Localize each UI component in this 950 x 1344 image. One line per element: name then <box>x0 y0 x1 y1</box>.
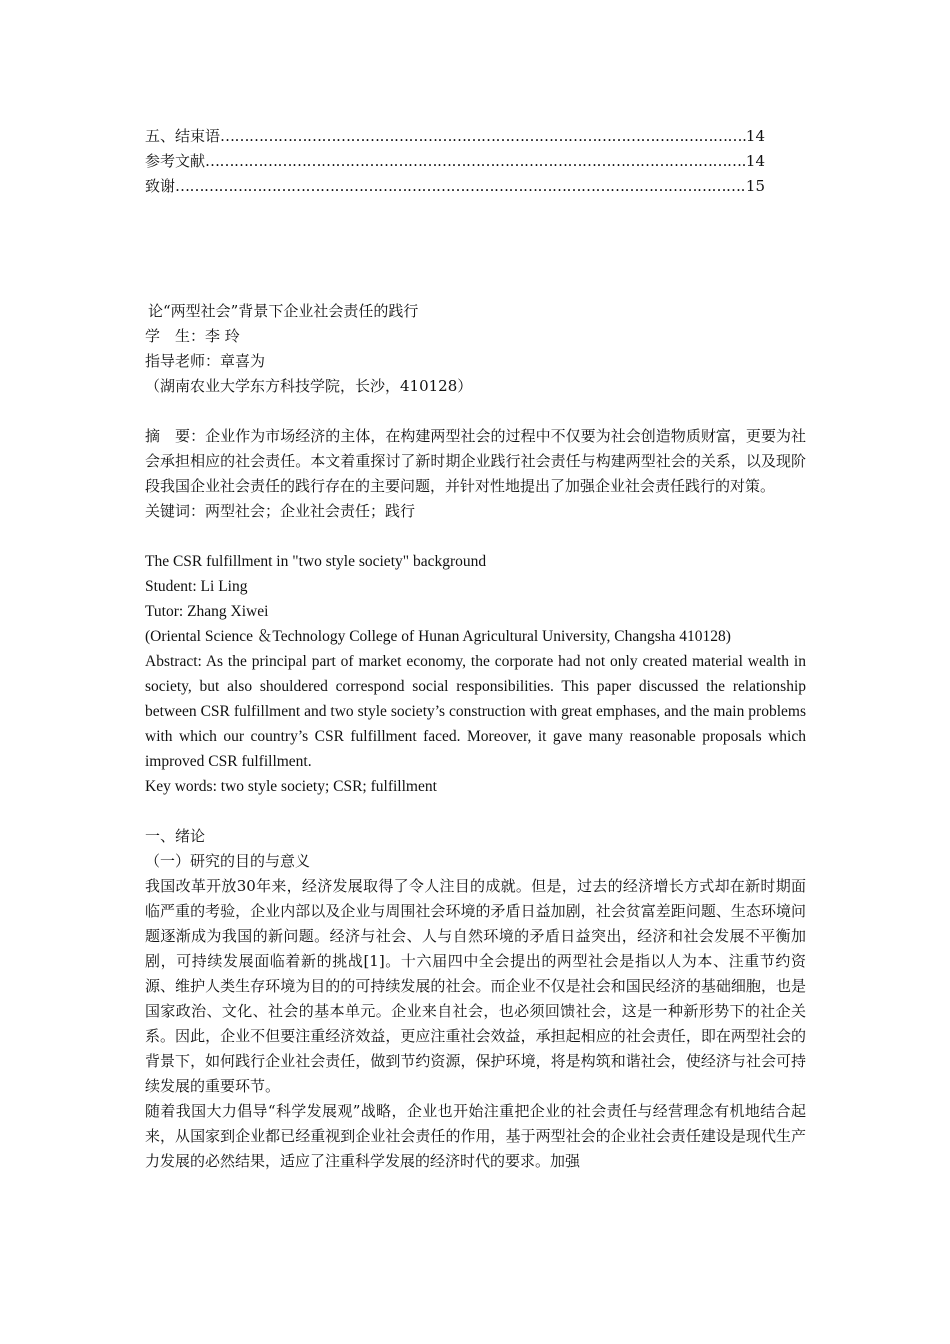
toc-entry-title: 五、结束语 <box>145 127 221 145</box>
body-paragraph: 随着我国大力倡导“科学发展观”战略，企业也开始注重把企业的社会责任与经营理念有机地结合起来，从国家到企业都已经重视到企业社会责任的作用，基于两型社会的企业社会责任建设是现代生产力发展的必然结果，适应了注重科学发展的经济时代的要求。加强 <box>145 1102 806 1170</box>
spacer <box>145 399 806 424</box>
toc-entry-page: 14 <box>745 152 765 170</box>
chinese-abstract <box>145 424 806 524</box>
body-paragraph: 我国改革开放30年来，经济发展取得了令人注目的成就。但是，过去的经济增长方式却在新时期面临严重的考验，企业内部以及企业与周围社会环境的矛盾日益加剧，社会贫富差距问题、生态环境问题逐渐成为我国的新问题。经济与社会、人与自然环境的矛盾日益突出，经济和社会发展不平衡加剧，可持续发展面临着新的挑战[1]。十六届四中全会提出的两型社会是指以人为本、注重节约资源、维护人类生存环境为目的的可持续发展的社会。而企业不仅是社会和国民经济的基础细胞，也是国家政治、文化、社会的基本单元。企业来自社会，也必须回馈社会，这是一种新形势下的社企关系。因此，企业不但要注重经济效益，更应注重社会效益，承担起相应的社会责任，即在两型社会的背景下，如何践行企业社会责任，做到节约资源，保护环境，将是构筑和谐社会，使经济与社会可持续发展的重要环节。 <box>145 877 806 1095</box>
toc-leader-dots <box>175 174 746 199</box>
keywords-cn: 关键词：两型社会；企业社会责任；践行 <box>145 502 416 520</box>
paper-title-cn: 论“两型社会”背景下企业社会责任的践行 <box>148 302 419 320</box>
toc-leader-dots <box>220 124 746 149</box>
toc-entry-title: 致谢 <box>145 177 176 195</box>
toc-entry <box>145 149 765 174</box>
document-page <box>145 124 806 1174</box>
tutor-name-cn: 指导老师：章喜为 <box>145 352 266 370</box>
toc-entry-page: 14 <box>745 127 765 145</box>
section-heading: 一、绪论 <box>145 827 206 845</box>
chinese-header <box>145 299 806 399</box>
table-of-contents <box>145 124 806 199</box>
abstract-en: Abstract: As the principal part of market economy, the corporate had not only created material wealth in society, but also shouldered correspond social responsibilities. This paper discussed the relationship between CSR fulfillment and two style society’s construction with great emphases, and the main problems with which our country’s CSR fulfillment faced. Moreover, it gave many reasonable proposals which improved CSR fulfillment. <box>145 653 806 770</box>
spacer <box>145 799 806 824</box>
introduction-section <box>145 824 806 1174</box>
toc-leader-dots <box>205 149 746 174</box>
tutor-name-en: Tutor: Zhang Xiwei <box>145 603 269 620</box>
subsection-heading: （一）研究的目的与意义 <box>145 852 311 870</box>
spacer <box>145 524 806 549</box>
abstract-cn: 摘 要：企业作为市场经济的主体，在构建两型社会的过程中不仅要为社会创造物质财富，更要为社会承担相应的社会责任。本文着重探讨了新时期企业践行社会责任与构建两型社会的关系，以及现阶段我国企业社会责任的践行存在的主要问题，并针对性地提出了加强企业社会责任践行的对策。 <box>145 427 806 495</box>
toc-entry-title: 参考文献 <box>145 152 206 170</box>
english-header <box>145 549 806 799</box>
paper-title-en: The CSR fulfillment in "two style society" background <box>145 553 487 570</box>
student-name-en: Student: Li Ling <box>145 578 248 595</box>
keywords-en: Key words: two style society; CSR; fulfillment <box>145 778 437 795</box>
student-name-cn: 学 生：李 玲 <box>145 327 240 345</box>
affiliation-en: (Oriental Science ＆Technology College of Hunan Agricultural University, Changsha 410128) <box>145 628 731 645</box>
toc-entry <box>145 124 765 149</box>
toc-entry-page: 15 <box>745 177 765 195</box>
toc-entry <box>145 174 765 199</box>
spacer <box>145 199 806 299</box>
affiliation-cn: （湖南农业大学东方科技学院，长沙，410128） <box>145 377 473 395</box>
